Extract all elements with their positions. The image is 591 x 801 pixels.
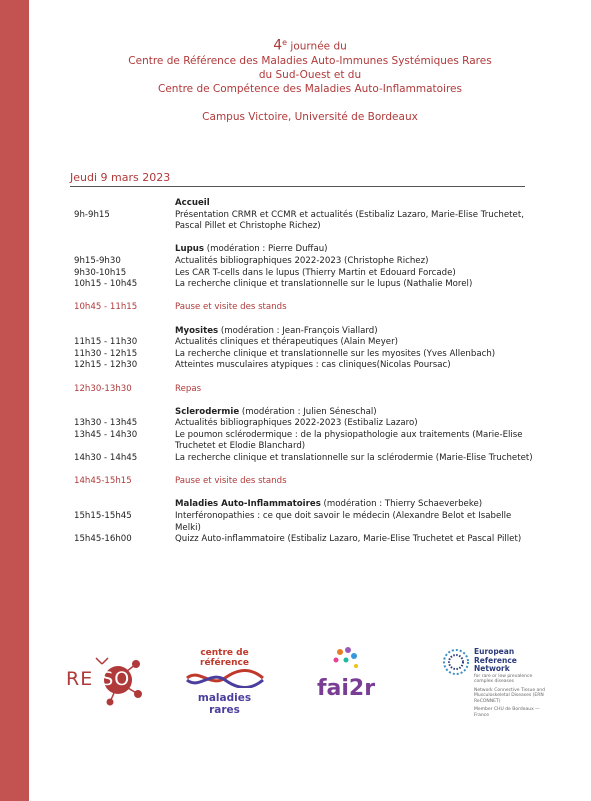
program-row	[74, 268, 534, 280]
header-line-3: du Sud-Ouest et du	[258, 68, 362, 81]
event-date: Jeudi 9 mars 2023	[70, 171, 171, 184]
left-decorative-bar	[0, 0, 29, 801]
date-divider	[70, 186, 525, 187]
program-spacer	[74, 291, 534, 303]
program-description: La recherche clinique et translationnelle sur le lupus (Nathalie Morel)	[175, 279, 473, 290]
program-row	[74, 453, 534, 465]
program-time: 14h45-15h15	[74, 476, 132, 487]
program-schedule	[74, 198, 534, 546]
program-row	[74, 430, 534, 453]
program-row	[74, 210, 534, 233]
program-spacer	[74, 465, 534, 477]
program-time: 9h30-10h15	[74, 267, 127, 278]
ern-logo	[442, 648, 552, 718]
program-spacer	[74, 233, 534, 245]
ordinal-number: 4	[273, 37, 283, 54]
ordinal-superscript: e	[282, 38, 288, 47]
program-description	[175, 407, 534, 419]
program-description: La recherche clinique et translationnelle sur la sclérodermie (Marie-Elise Truchetet)	[175, 453, 533, 464]
crmr-logo	[182, 648, 267, 716]
program-time: 15h15-15h45	[74, 511, 132, 522]
program-description	[175, 244, 534, 256]
program-time: 11h15 - 11h30	[74, 337, 138, 348]
program-spacer	[74, 488, 534, 500]
program-description: Présentation CRMR et CCMR et actualités (Estibaliz Lazaro, Marie-Elise Truchetet, Pascal Pillet et Christophe Richez)	[175, 209, 524, 232]
program-description: La recherche clinique et translationnelle sur les myosites (Yves Allenbach)	[175, 348, 496, 359]
program-row	[74, 244, 534, 256]
program-row	[74, 418, 534, 430]
program-time: 13h45 - 14h30	[74, 429, 138, 440]
ern-subtitle: for rare or low prevalence complex diseases	[474, 673, 533, 684]
program-row	[74, 198, 534, 210]
fai2r-dots-icon	[326, 646, 366, 672]
program-spacer	[74, 314, 534, 326]
crmr-wave-icon	[185, 668, 265, 688]
program-time: 12h15 - 12h30	[74, 360, 138, 371]
session-title: Sclerodermie	[175, 406, 240, 417]
program-description: Accueil	[175, 198, 210, 208]
program-description: Pause et visite des stands	[175, 302, 287, 313]
program-row	[74, 384, 534, 396]
program-time: 10h15 - 10h45	[74, 279, 138, 290]
partner-logos	[60, 642, 560, 718]
program-description: Interféronopathies : ce que doit savoir le médecin (Alexandre Belot et Isabelle Melki)	[175, 511, 512, 533]
program-row	[74, 511, 534, 534]
event-header	[60, 36, 560, 124]
program-time: 11h30 - 12h15	[74, 348, 138, 359]
program-description: Actualités bibliographiques 2022-2023 (Christophe Richez)	[175, 255, 429, 266]
program-description	[175, 326, 534, 338]
header-line-1-text: journée du	[290, 40, 347, 53]
program-time: 9h15-9h30	[74, 255, 121, 266]
session-title: Myosites	[175, 325, 219, 336]
program-time: 15h45-16h00	[74, 534, 132, 545]
program-row	[74, 256, 534, 268]
program-description: Pause et visite des stands	[175, 476, 287, 487]
reso-wordmark: RE SO	[66, 668, 131, 690]
program-row	[74, 499, 534, 511]
fai2r-wordmark: fai2r	[316, 676, 376, 701]
crmr-logo-line-1: centre de référence	[200, 648, 249, 668]
program-time: 9h-9h15	[74, 209, 110, 220]
program-spacer	[74, 372, 534, 384]
program-description: Les CAR T-cells dans le lupus (Thierry Martin et Edouard Forcade)	[175, 267, 456, 278]
session-moderator: (modération : Jean-François Viallard)	[218, 325, 378, 336]
program-description: Le poumon sclérodermique : de la physiopathologie aux traitements (Marie-Elise Truchetet et Elodie Blanchard)	[175, 429, 523, 452]
program-row	[74, 534, 534, 546]
program-spacer	[74, 395, 534, 407]
session-moderator: (modération : Thierry Schaeverbeke)	[320, 499, 483, 510]
crmr-logo-line-2: maladies rares	[197, 692, 252, 716]
program-row	[74, 337, 534, 349]
ern-network-text: Network Connective Tissue and Musculoskeletal Diseases (ERN ReCONNET)	[474, 687, 546, 704]
header-line-2: Centre de Référence des Maladies Auto-Immunes Systémiques Rares	[128, 54, 492, 67]
header-line-4: Centre de Compétence des Maladies Auto-Inflammatoires	[158, 82, 462, 95]
program-description: Atteintes musculaires atypiques : cas cliniques(Nicolas Poursac)	[175, 360, 451, 371]
program-time: 13h30 - 13h45	[74, 418, 138, 429]
fai2r-logo	[316, 646, 376, 701]
program-row	[74, 407, 534, 419]
ern-globe-icon	[442, 648, 470, 676]
header-line-1	[60, 36, 560, 54]
ern-title: European Reference Network	[474, 647, 517, 673]
program-description	[175, 499, 534, 511]
program-time	[74, 326, 175, 338]
program-row	[74, 349, 534, 361]
program-row	[74, 279, 534, 291]
session-moderator: (modération : Pierre Duffau)	[203, 244, 328, 255]
program-description: Actualités cliniques et thérapeutiques (Alain Meyer)	[175, 337, 398, 348]
program-time	[74, 499, 175, 511]
program-time	[74, 407, 175, 419]
program-description: Repas	[175, 383, 202, 394]
session-title: Lupus	[175, 244, 204, 255]
program-time: 12h30-13h30	[74, 383, 132, 394]
program-time: 14h30 - 14h45	[74, 453, 138, 464]
program-description: Quizz Auto-inflammatoire (Estibaliz Lazaro, Marie-Elise Truchetet et Pascal Pillet)	[175, 534, 522, 545]
program-row	[74, 360, 534, 372]
program-row	[74, 302, 534, 314]
program-row	[74, 326, 534, 338]
campus-location: Campus Victoire, Université de Bordeaux	[202, 110, 418, 123]
reso-logo	[66, 650, 146, 710]
program-time: 10h45 - 11h15	[74, 302, 138, 313]
program-description: Actualités bibliographiques 2022-2023 (Estibaliz Lazaro)	[175, 418, 418, 429]
program-time	[74, 244, 175, 256]
session-moderator: (modération : Julien Séneschal)	[239, 406, 377, 417]
program-time	[74, 198, 175, 210]
session-title: Maladies Auto-Inflammatoires	[175, 499, 321, 510]
program-row	[74, 476, 534, 488]
ern-member-text: Member CHU de Bordeaux — France	[474, 707, 540, 718]
